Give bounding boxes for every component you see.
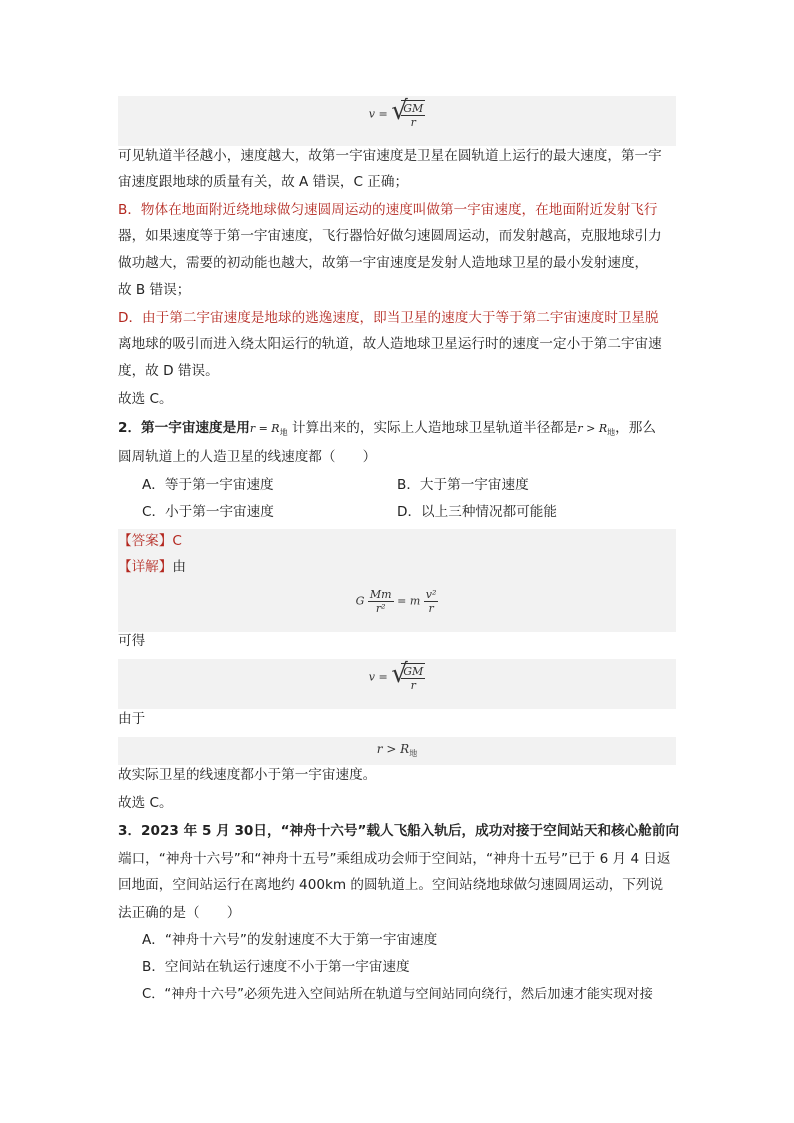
subscript-earth: 地 xyxy=(409,749,418,758)
subscript-earth: 地 xyxy=(607,428,616,437)
question-2-text: 计算出来的，实际上人造地球卫星轨道半径都是 xyxy=(287,420,578,436)
frac-denominator: r² xyxy=(375,602,386,615)
q2-option-a[interactable]: A．等于第一宇宙速度 xyxy=(142,477,274,493)
formula-v-sqrt-gm-r xyxy=(118,96,676,129)
frac-numerator: v² xyxy=(425,588,437,601)
formula-gravitation xyxy=(118,588,676,615)
text-line: 可得 xyxy=(118,633,146,649)
formula-symbol: G xyxy=(355,594,365,608)
q2-option-d[interactable]: D．以上三种情况都可能能 xyxy=(397,504,557,520)
text-line: 做功越大，需要的初动能也越大，故第一宇宙速度是发射人造地球卫星的最小发射速度， xyxy=(118,255,649,271)
condition-r-greater-r: r > R xyxy=(577,422,608,435)
question-3-line-1: 3．2023 年 5 月 30日，“神舟十六号”载人飞船入轨后，成功对接于空间站天和核心舱前向 xyxy=(118,823,680,839)
formula-equals: = xyxy=(378,107,388,121)
text-line: 可见轨道半径越小，速度越大，故第一宇宙速度是卫星在圆轨道上运行的最大速度，第一宇 xyxy=(118,148,662,164)
detail-line xyxy=(118,557,186,577)
answer-label: 【答案】 xyxy=(118,533,173,549)
formula-inequality: r > R xyxy=(376,742,410,756)
conclusion-line: 故实际卫星的线速度都小于第一宇宙速度。 xyxy=(118,767,377,783)
answer-block xyxy=(118,529,676,553)
question-2-text: 2．第一宇宙速度是用 xyxy=(118,420,250,436)
sqrt-symbol: √ $\frac{GM}{r}$ xyxy=(391,659,424,692)
frac-denominator: r xyxy=(410,116,416,129)
q2-option-c[interactable]: C．小于第一宇宙速度 xyxy=(142,504,274,520)
text-line: 度，故 D 错误。 xyxy=(118,363,219,379)
q2-option-b[interactable]: B．大于第一宇宙速度 xyxy=(397,477,529,493)
q3-option-c[interactable]: C．“神舟十六号”必须先进入空间站所在轨道与空间站同向绕行，然后加速才能实现对接 xyxy=(142,987,653,1002)
answer-line xyxy=(118,531,182,551)
text-line: 由于 xyxy=(118,711,146,727)
question-3-line-3: 回地面，空间站运行在离地约 400km 的圆轨道上。空间站绕地球做匀速圆周运动，下列说 xyxy=(118,877,664,893)
question-3-line-4: 法正确的是（ ） xyxy=(118,905,241,921)
formula-symbol: v = xyxy=(368,670,388,684)
formula-symbol: v xyxy=(368,107,375,121)
answer-value: C xyxy=(172,533,182,549)
frac-denominator: r xyxy=(410,679,416,692)
q3-option-a[interactable]: A．“神舟十六号”的发射速度不大于第一宇宙速度 xyxy=(142,932,438,948)
option-d-explanation: D．由于第二宇宙速度是地球的逃逸速度，即当卫星的速度大于等于第二宇宙速度时卫星脱 xyxy=(118,310,659,326)
text-line: 离地球的吸引而进入绕太阳运行的轨道，故人造地球卫星运行时的速度一定小于第二宇宙速 xyxy=(118,336,662,352)
question-2-line-1 xyxy=(118,418,656,443)
frac-numerator: Mm xyxy=(369,588,392,601)
detail-text: 由 xyxy=(172,559,186,575)
question-2-line-2: 圆周轨道上的人造卫星的线速度都（ ） xyxy=(118,449,377,465)
frac-denominator: r xyxy=(428,602,434,615)
detail-label: 【详解】 xyxy=(118,559,173,575)
q3-option-b[interactable]: B．空间站在轨运行速度不小于第一宇宙速度 xyxy=(142,959,410,975)
text-line: 故 B 错误； xyxy=(118,282,191,298)
conclusion-line: 故选 C。 xyxy=(118,391,173,407)
frac-numerator: GM xyxy=(403,665,424,678)
question-2-text: ，那么 xyxy=(615,420,656,436)
option-b-explanation: B．物体在地面附近绕地球做匀速圆周运动的速度叫做第一宇宙速度，在地面附近发射飞行 xyxy=(118,202,658,218)
text-line: 宙速度跟地球的质量有关，故 A 错误，C 正确； xyxy=(118,174,409,190)
sqrt-symbol: √ $\frac{GM}{r}$ xyxy=(391,96,424,129)
subscript-earth: 地 xyxy=(279,428,288,437)
text-line: 器，如果速度等于第一宇宙速度，飞行器恰好做匀速圆周运动，而发射越高，克服地球引力 xyxy=(118,228,662,244)
condition-r-equals-r: r = R xyxy=(249,422,280,435)
formula-equals: = m xyxy=(397,594,421,608)
conclusion-line: 故选 C。 xyxy=(118,795,173,811)
formula-r-greater-r-earth xyxy=(118,742,676,759)
formula-v-sqrt-gm-r xyxy=(118,659,676,692)
question-3-line-2: 端口，“神舟十六号”和“神舟十五号”乘组成功会师于空间站，“神舟十五号”已于 6 月 4 日返 xyxy=(118,851,671,867)
frac-numerator: GM xyxy=(403,102,424,115)
